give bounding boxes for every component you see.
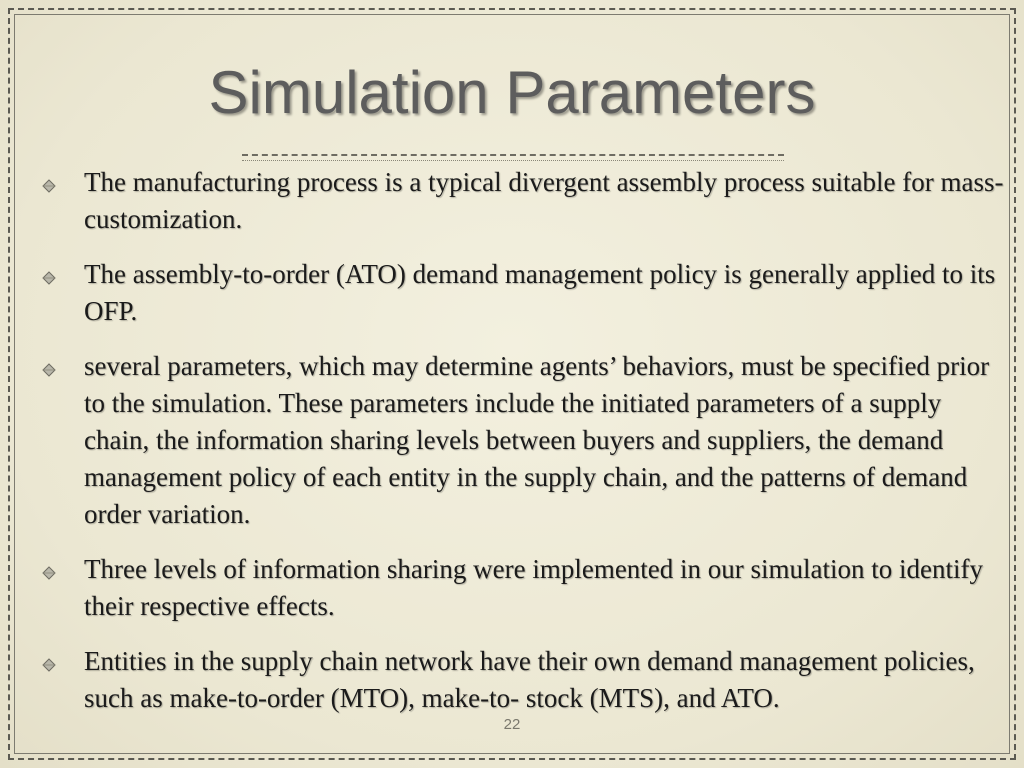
bullet-text: The manufacturing process is a typical divergent assembly process suitable for mass-customization. <box>84 167 1004 234</box>
bullet-text: The assembly-to-order (ATO) demand management policy is generally applied to its OFP. <box>84 259 996 326</box>
bullet-text: Entities in the supply chain network have their own demand management policies, such as make-to-order (MTO), make-to- stock (MTS), and ATO. <box>84 646 975 713</box>
diamond-bullet-icon <box>42 271 56 285</box>
bullet-text: Three levels of information sharing were implemented in our simulation to identify their respective effects. <box>84 554 984 621</box>
bullet-item <box>36 164 1011 238</box>
title-underline <box>242 154 784 161</box>
page-number: 22 <box>503 716 521 733</box>
bullet-list <box>36 164 1011 735</box>
bullet-item <box>36 643 1011 717</box>
bullet-item <box>36 348 1011 533</box>
bullet-text: several parameters, which may determine agents’ behaviors, must be specified prior to the simulation. These parameters include the initiated parameters of a supply chain, the information sharing levels between buyers and suppliers, the demand management policy of each entity in the supply chain, and the patterns of demand order variation. <box>84 351 990 529</box>
bullet-item <box>36 256 1011 330</box>
slide-title: Simulation Parameters <box>208 59 816 126</box>
diamond-bullet-icon <box>42 363 56 377</box>
bullet-item <box>36 551 1011 625</box>
diamond-bullet-icon <box>42 566 56 580</box>
diamond-bullet-icon <box>42 658 56 672</box>
diamond-bullet-icon <box>42 179 56 193</box>
